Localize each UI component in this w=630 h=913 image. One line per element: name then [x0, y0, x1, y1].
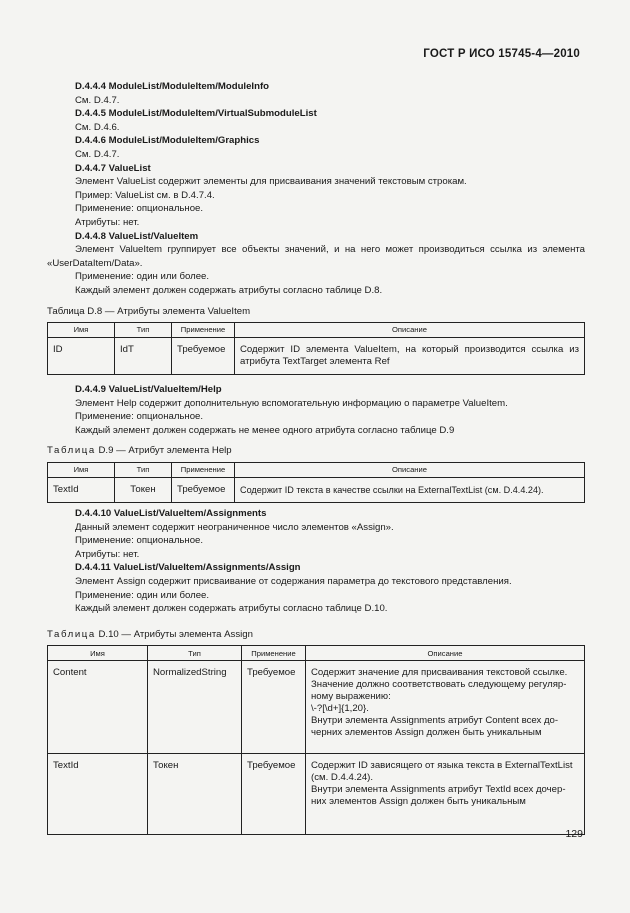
- section-text: Применение: один или более.: [75, 589, 210, 601]
- column-header-type: Тип: [148, 646, 242, 661]
- table-header-row: [48, 323, 585, 338]
- column-header-description: Описание: [235, 463, 585, 478]
- section-text: Применение: опциональное.: [75, 203, 204, 215]
- section-text: См. D.4.7.: [75, 94, 120, 106]
- column-header-usage: Применение: [172, 463, 235, 478]
- cell-usage: Требуемое: [172, 478, 235, 503]
- section-heading-4-4-11: D.4.4.11 ValueList/ValueItem/Assignments/Assign: [75, 562, 301, 574]
- table-caption-d10: [47, 628, 585, 642]
- table-header-row: [48, 646, 585, 661]
- column-header-name: Имя: [48, 463, 115, 478]
- cell-usage: Требуемое: [172, 338, 235, 375]
- section-heading-4-4-7: D.4.4.7 ValueList: [75, 162, 151, 174]
- column-header-usage: Применение: [172, 323, 235, 338]
- cell-description: Содержит ID элемента ValueItem, на который производится ссылка из атрибута TextTarget элемента Ref: [235, 338, 585, 375]
- section-text: Элемент Assign содержит присваивание от содержания параметра до текстового представления.: [75, 576, 512, 588]
- column-header-type: Тип: [115, 323, 172, 338]
- cell-name: TextId: [48, 478, 115, 503]
- description-line: Содержит ID зависящего от языка текста в ExternalTextList (см. D.4.4.24).: [311, 760, 573, 784]
- section-text: Элемент ValueItem группирует все объекты значений, и на него может производиться ссылка из элемента «UserDataItem/Data».: [47, 244, 585, 269]
- cell-type: Токен: [148, 754, 242, 835]
- caption-label: Таблица: [47, 628, 96, 640]
- section-heading-4-4-8: D.4.4.8 ValueList/ValueItem: [75, 230, 199, 242]
- description-line: \-?[\d+]{1,20}.: [311, 703, 369, 715]
- section-text: Атрибуты: нет.: [75, 548, 140, 560]
- section-text: См. D.4.6.: [75, 121, 120, 133]
- cell-description: [306, 754, 585, 835]
- section-text: Каждый элемент должен содержать не менее одного атрибута согласно таблице D.9: [75, 424, 455, 436]
- section-text: Атрибуты: нет.: [75, 216, 140, 228]
- table-d8: [47, 322, 585, 375]
- description-line: Внутри элемента Assignments атрибут Content всех до-черних элементов Assign должен быть уникальным: [311, 715, 559, 739]
- section-heading-4-4-10: D.4.4.10 ValueList/ValueItem/Assignments: [75, 508, 267, 520]
- table-caption-d8: Таблица D.8 — Атрибуты элемента ValueItem: [47, 305, 251, 317]
- section-text: Элемент ValueList содержит элементы для присваивания значений текстовым строкам.: [75, 176, 467, 188]
- cell-description: [306, 661, 585, 754]
- section-text: Применение: опциональное.: [75, 535, 204, 547]
- table-row: [48, 661, 585, 754]
- cell-name: TextId: [48, 754, 148, 835]
- section-heading-4-4-9: D.4.4.9 ValueList/ValueItem/Help: [75, 384, 222, 396]
- page-content: [47, 80, 585, 835]
- section-heading-4-4-4: D.4.4.4 ModuleList/ModuleItem/ModuleInfo: [75, 81, 270, 92]
- table-row: [48, 478, 585, 503]
- table-d10: [47, 645, 585, 835]
- cell-description: Содержит ID текста в качестве ссылки на ExternalTextList (см. D.4.4.24).: [235, 478, 585, 503]
- section-text: Применение: один или более.: [75, 271, 210, 283]
- cell-name: ID: [48, 338, 115, 375]
- column-header-description: Описание: [235, 323, 585, 338]
- section-heading-4-4-5: D.4.4.5 ModuleList/ModuleItem/VirtualSubmoduleList: [75, 108, 317, 120]
- section-text: Каждый элемент должен содержать атрибуты согласно таблице D.8.: [75, 284, 383, 296]
- table-row: [48, 338, 585, 375]
- table-row: [48, 754, 585, 835]
- description-line: Значение должно соответствовать следующему регуляр-ному выражению:: [311, 679, 567, 703]
- cell-usage: Требуемое: [242, 661, 306, 754]
- section-text: Элемент Help содержит дополнительную вспомогательную информацию о параметре ValueItem.: [75, 397, 508, 409]
- page-number: 129: [565, 828, 583, 840]
- table-caption-d9: [47, 444, 585, 458]
- description-line: Внутри элемента Assignments атрибут TextId всех дочер-них элементов Assign должен быть уникальным: [311, 784, 566, 808]
- description-line: Содержит значение для присваивания текстовой ссылке.: [311, 667, 568, 679]
- column-header-name: Имя: [48, 323, 115, 338]
- section-text: См. D.4.7.: [75, 148, 120, 160]
- section-text: Применение: опциональное.: [75, 411, 204, 423]
- caption-label: Таблица: [47, 445, 96, 457]
- section-text: Каждый элемент должен содержать атрибуты согласно таблице D.10.: [75, 603, 388, 615]
- table-header-row: [48, 463, 585, 478]
- caption-text: D.9 — Атрибут элемента Help: [98, 445, 232, 457]
- cell-usage: Требуемое: [242, 754, 306, 835]
- column-header-description: Описание: [306, 646, 585, 661]
- caption-text: D.10 — Атрибуты элемента Assign: [98, 628, 253, 640]
- column-header-usage: Применение: [242, 646, 306, 661]
- standard-header: ГОСТ Р ИСО 15745-4—2010: [423, 48, 580, 60]
- cell-type: IdT: [115, 338, 172, 375]
- cell-name: Content: [48, 661, 148, 754]
- section-text: Данный элемент содержит неограниченное число элементов «Assign».: [75, 521, 394, 533]
- column-header-name: Имя: [48, 646, 148, 661]
- section-text: Пример: ValueList см. в D.4.7.4.: [75, 189, 215, 201]
- table-d9: [47, 462, 585, 503]
- section-heading-4-4-6: D.4.4.6 ModuleList/ModuleItem/Graphics: [75, 135, 260, 147]
- cell-type: Токен: [115, 478, 172, 503]
- column-header-type: Тип: [115, 463, 172, 478]
- cell-type: NormalizedString: [148, 661, 242, 754]
